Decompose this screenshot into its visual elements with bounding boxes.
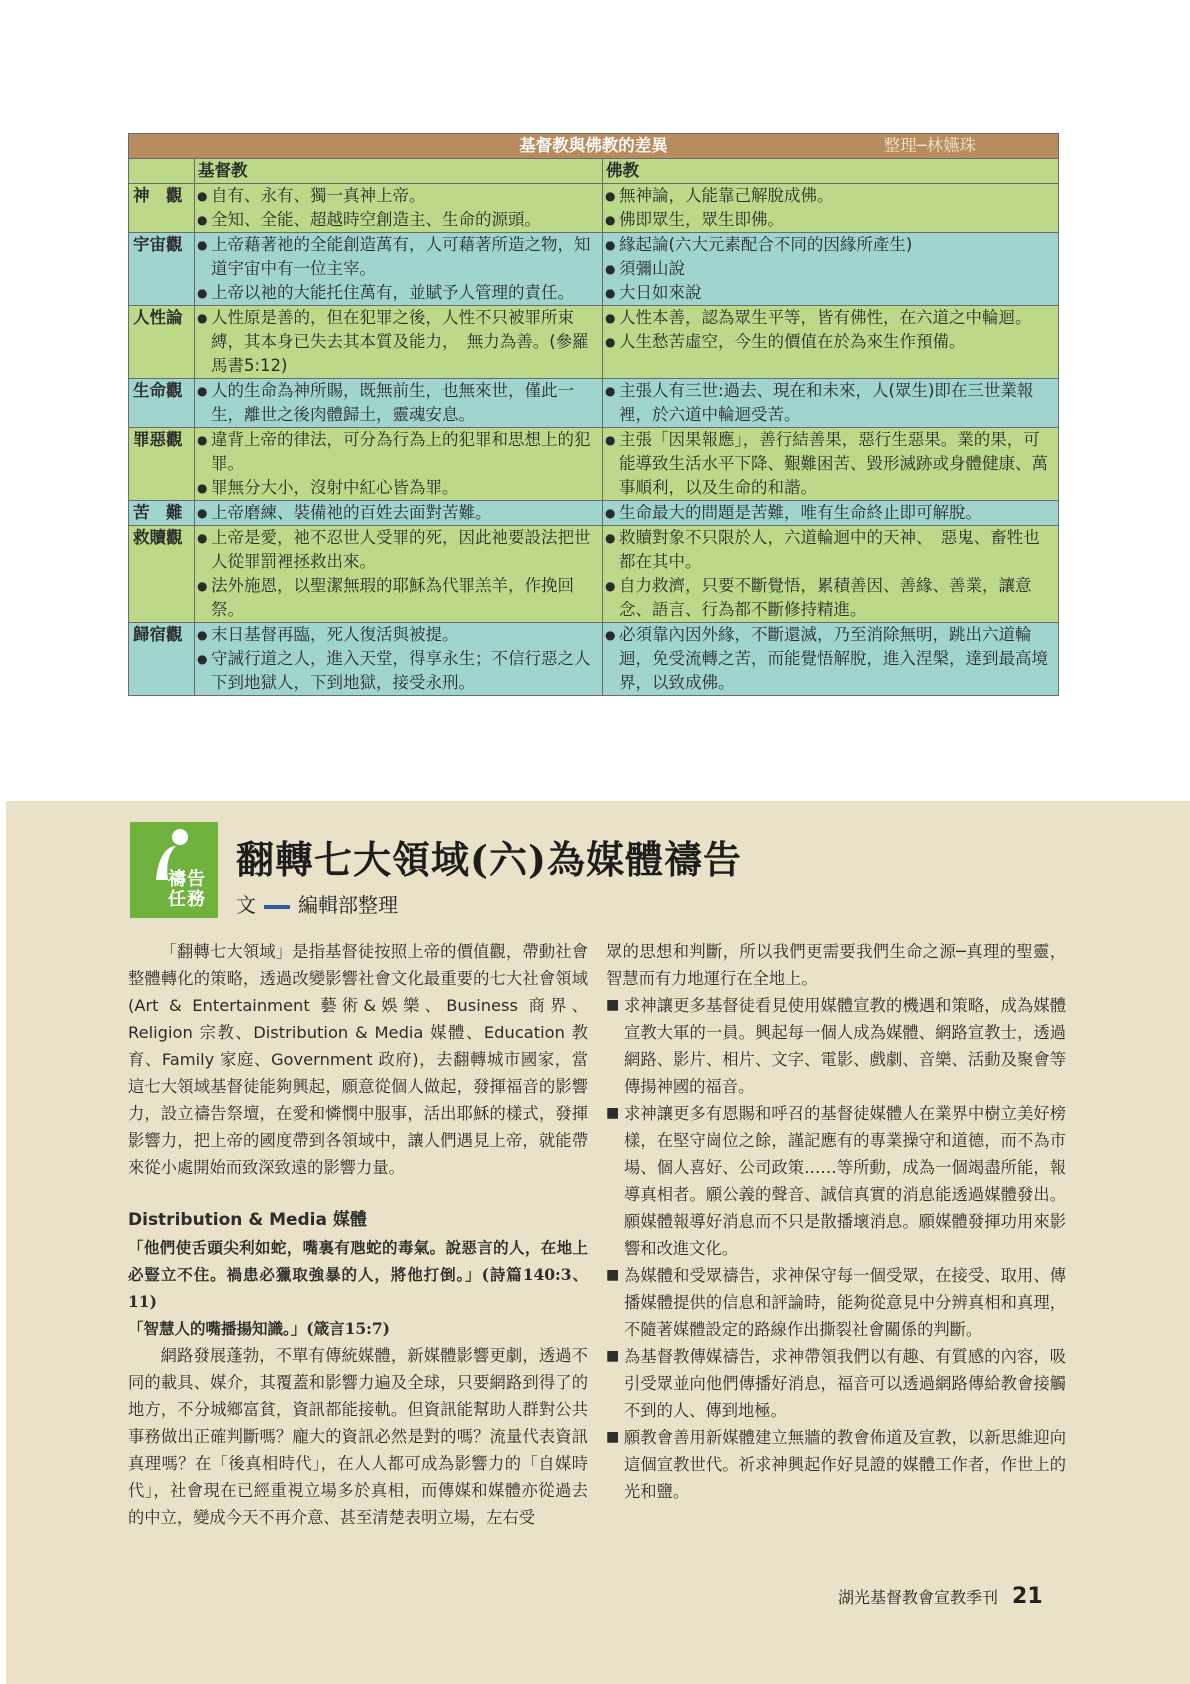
christianity-cell <box>195 623 603 696</box>
christianity-cell <box>195 501 603 526</box>
bullet-point: ● 自有、永有、獨一真神上帝。 <box>198 184 599 208</box>
christianity-cell <box>195 306 603 379</box>
bullet-point: ● 救贖對象不只限於人，六道輪迴中的天神、 惡鬼、畜牲也都在其中。 <box>606 526 1055 574</box>
prayer-point: ■ 為基督教傳媒禱告，求神帶領我們以有趣、有質感的內容，吸引受眾並向他們傳播好消息，福音可以透過網路傳給教會接觸不到的人、傳到地極。 <box>606 1343 1066 1424</box>
christianity-cell <box>195 428 603 501</box>
table-title: 基督教與佛教的差異 <box>519 136 668 155</box>
bullet-point: ● 必須靠內因外緣，不斷還滅，乃至消除無明，跳出六道輪迴，免受流轉之苦，而能覺悟解脫，進入涅槃，達到最高境界，以致成佛。 <box>606 623 1055 695</box>
christianity-cell <box>195 184 603 233</box>
buddhism-cell <box>603 184 1059 233</box>
section-heading: Distribution & Media 媒體 <box>128 1210 367 1230</box>
table-row <box>129 306 1059 379</box>
bullet-point: ● 法外施恩，以聖潔無瑕的耶穌為代罪羔羊，作挽回祭。 <box>198 574 599 622</box>
bullet-point: ● 主張「因果報應」，善行結善果，惡行生惡果。業的果，可能導致生活水平下降、艱難困苦、毀形滅跡或身體健康、萬事順利，以及生命的和諧。 <box>606 428 1055 500</box>
byline-prefix: 文 <box>236 893 256 917</box>
page-number: 21 <box>1012 1584 1043 1609</box>
bullet-point: ● 人性原是善的，但在犯罪之後，人性不只被罪所束縛，其本身已失去其本質及能力， 無力為善。(參羅馬書5:12) <box>198 306 599 378</box>
bullet-point: ● 無神論，人能靠己解脫成佛。 <box>606 184 1055 208</box>
scripture-quote-proverbs: 「智慧人的嘴播揚知識。」(箴言15:7) <box>128 1319 390 1338</box>
prayer-mission-logo <box>130 822 218 918</box>
body-paragraph: 網路發展蓬勃，不單有傳統媒體，新媒體影響更劇，透過不同的載具、媒介，其覆蓋和影響力遍及全球，只要網路到得了的地方，不分城鄉富貧，資訊都能接軌。但資訊能幫助人群對公共事務做出正確判斷嗎？龐大的資訊必然是對的嗎？流量代表資訊真理嗎？在「後真相時代」，在人人都可成為影響力的「自媒時代」，社會現在已經重視立場多於真相，而傳媒和媒體亦從過去的中立，變成今天不再介意、甚至清楚表明立場，左右受 <box>128 1346 588 1527</box>
intro-paragraph: 「翻轉七大領域」是指基督徒按照上帝的價值觀，帶動社會整體轉化的策略，透過改變影響社會文化最重要的七大社會領域(Art & Entertainment 藝術&娛樂、Business 商界、Religion 宗教、Distribution & Media 媒體、Education 教育、Family 家庭、Government 政府)，去翻轉城市國家，當這七大領域基督徒能夠興起，願意從個人做起，發揮福音的影響力，設立禱告祭壇，在愛和憐憫中服事，活出耶穌的樣式，發揮影響力，把上帝的國度帶到各領域中，讓人們遇見上帝，就能帶來從小處開始而致深致遠的影響力量。 <box>128 942 588 1177</box>
buddhism-cell <box>603 501 1059 526</box>
bullet-point: ● 上帝是愛，祂不忍世人受罪的死，因此祂要設法把世人從罪罰裡拯救出來。 <box>198 526 599 574</box>
table-row <box>129 428 1059 501</box>
prayer-point: ■ 為媒體和受眾禱告，求神保守每一個受眾，在接受、取用、傳播媒體提供的信息和評論時，能夠從意見中分辨真相和真理，不隨著媒體設定的路線作出撕裂社會關係的判斷。 <box>606 1262 1066 1343</box>
continued-paragraph: 眾的思想和判斷，所以我們更需要我們生命之源─真理的聖靈，智慧而有力地運行在全地上。 <box>606 942 1066 988</box>
row-category: 歸宿觀 <box>129 623 195 696</box>
bullet-point: ● 主張人有三世:過去、現在和未來，人(眾生)即在三世業報裡，於六道中輪迴受苦。 <box>606 379 1055 427</box>
bullet-point: ● 上帝以祂的大能托住萬有，並賦予人管理的責任。 <box>198 281 599 305</box>
row-category: 人性論 <box>129 306 195 379</box>
table-header-row <box>129 159 1059 184</box>
bullet-point: ● 自力救濟，只要不斷覺悟，累積善因、善緣、善業，讓意念、語言、行為都不斷修持精進。 <box>606 574 1055 622</box>
christianity-cell <box>195 233 603 306</box>
row-category: 救贖觀 <box>129 526 195 623</box>
buddhism-cell <box>603 306 1059 379</box>
table-title-row <box>129 134 1059 159</box>
right-column <box>606 938 1066 1505</box>
prayer-points-list <box>606 992 1066 1505</box>
byline <box>236 889 398 918</box>
bullet-point: ● 人的生命為神所賜，既無前生，也無來世，僅此一生，離世之後肉體歸土，靈魂安息。 <box>198 379 599 427</box>
bullet-point: ● 守誡行道之人，進入天堂，得享永生；不信行惡之人下到地獄人，下到地獄，接受永刑。 <box>198 647 599 695</box>
bullet-point: ● 生命最大的問題是苦難，唯有生命終止即可解脫。 <box>606 501 1055 525</box>
buddhism-cell <box>603 428 1059 501</box>
logo-text: 禱告任務 <box>168 869 206 910</box>
header-buddhism: 佛教 <box>603 159 1059 184</box>
footer <box>838 1584 1043 1609</box>
bullet-point: ● 佛即眾生，眾生即佛。 <box>606 208 1055 232</box>
bullet-point: ● 大日如來說 <box>606 281 1055 305</box>
bullet-point: ● 上帝藉著祂的全能創造萬有，人可藉著所造之物，知道宇宙中有一位主宰。 <box>198 233 599 281</box>
row-category: 罪惡觀 <box>129 428 195 501</box>
row-category: 苦 難 <box>129 501 195 526</box>
header-christianity: 基督教 <box>195 159 603 184</box>
bullet-point: ● 人性本善，認為眾生平等，皆有佛性，在六道之中輪迴。 <box>606 306 1055 330</box>
bullet-point: ● 末日基督再臨，死人復活與被提。 <box>198 623 599 647</box>
row-category: 宇宙觀 <box>129 233 195 306</box>
bullet-point: ● 上帝磨練、裝備祂的百姓去面對苦難。 <box>198 501 599 525</box>
publication-name: 湖光基督教會宣教季刊 <box>838 1588 999 1607</box>
bullet-point: ● 緣起論(六大元素配合不同的因緣所產生) <box>606 233 1055 257</box>
bullet-point: ● 罪無分大小，沒射中紅心皆為罪。 <box>198 476 599 500</box>
prayer-point: ■ 求神讓更多有恩賜和呼召的基督徒媒體人在業界中樹立美好榜樣，在堅守崗位之餘，謹記應有的專業操守和道德，而不為市場、個人喜好、公司政策……等所動，成為一個竭盡所能，報導真相者。願公義的聲音、誠信真實的消息能透過媒體發出。願媒體報導好消息而不只是散播壞消息。願媒體發揮功用來影響和改進文化。 <box>606 1100 1066 1262</box>
buddhism-cell <box>603 379 1059 428</box>
bullet-point: ● 違背上帝的律法，可分為行為上的犯罪和思想上的犯罪。 <box>198 428 599 476</box>
table-row <box>129 379 1059 428</box>
table-row <box>129 623 1059 696</box>
bullet-point: ● 人生愁苦虛空，今生的價值在於為來生作預備。 <box>606 330 1055 354</box>
byline-author: 編輯部整理 <box>298 893 398 917</box>
buddhism-cell <box>603 623 1059 696</box>
table-row <box>129 233 1059 306</box>
bullet-point: ● 須彌山說 <box>606 257 1055 281</box>
table-row <box>129 184 1059 233</box>
headline: 翻轉七大領域(六)為媒體禱告 <box>236 837 742 882</box>
table-row <box>129 501 1059 526</box>
table-row <box>129 526 1059 623</box>
buddhism-cell <box>603 233 1059 306</box>
row-category: 生命觀 <box>129 379 195 428</box>
prayer-point: ■ 願教會善用新媒體建立無牆的教會佈道及宣教，以新思維迎向這個宣教世代。祈求神興起作好見證的媒體工作者，作世上的光和鹽。 <box>606 1424 1066 1505</box>
table-compiler: 整理─林嬿珠 <box>883 136 977 155</box>
buddhism-cell <box>603 526 1059 623</box>
row-category: 神 觀 <box>129 184 195 233</box>
bullet-point: ● 全知、全能、超越時空創造主、生命的源頭。 <box>198 208 599 232</box>
scripture-quote-psalm: 「他們使舌頭尖利如蛇，嘴裏有虺蛇的毒氣。說惡言的人，在地上必豎立不住。禍患必獵取強暴的人，將他打倒。」(詩篇140:3、11) <box>128 1238 588 1311</box>
christianity-cell <box>195 379 603 428</box>
left-column <box>128 938 588 1531</box>
comparison-table <box>128 133 1059 696</box>
christianity-cell <box>195 526 603 623</box>
prayer-point: ■ 求神讓更多基督徒看見使用媒體宣教的機遇和策略，成為媒體宣教大軍的一員。興起每一個人成為媒體、網路宣教士，透過網路、影片、相片、文字、電影、戲劇、音樂、活動及聚會等傳揚神國的福音。 <box>606 992 1066 1100</box>
byline-dash <box>264 905 290 909</box>
